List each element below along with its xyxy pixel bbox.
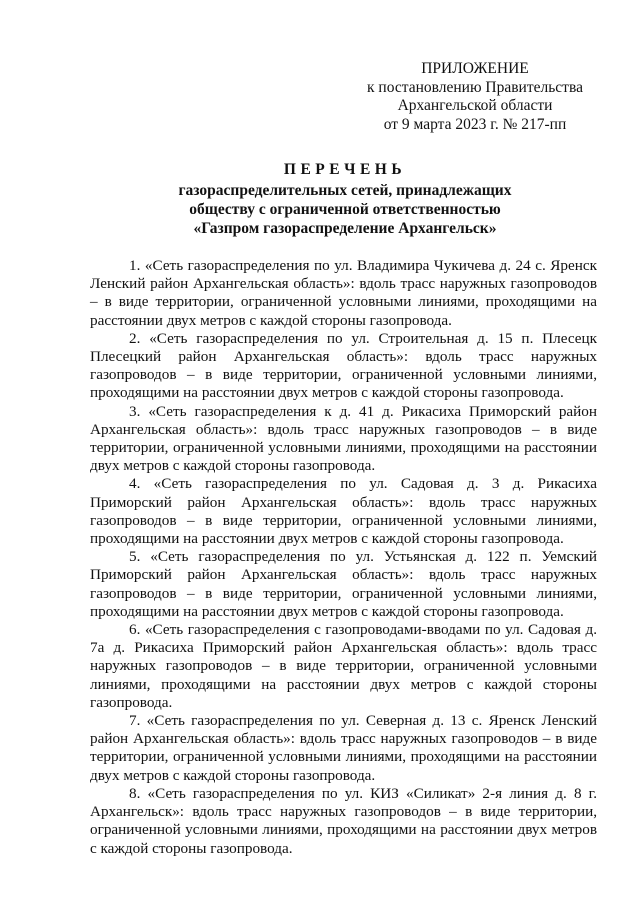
heading-line-3: «Газпром газораспределение Архангельск» <box>193 220 497 237</box>
item-text: «Сеть газораспределения по ул. Владимира Чукичева д. 24 с. Яренск Ленский район Архангельская область»: вдоль трасс наружных газопроводов – в виде территории, ограниченной условными линиями, проходящими на расстоянии двух метров с каждой стороны газопровода. <box>90 257 597 329</box>
item-text: «Сеть газораспределения по ул. Северная д. 13 с. Яренск Ленский район Архангельская область»: вдоль трасс наружных газопроводов – в виде территории, ограниченной условными линиями, проходящими на расстоянии двух метров с каждой стороны газопровода. <box>90 712 597 784</box>
list-item <box>90 475 597 548</box>
list-item <box>90 621 597 712</box>
item-number: 1. <box>129 257 141 274</box>
network-list <box>90 257 597 858</box>
item-number: 8. <box>129 784 141 802</box>
appendix-region: Архангельской области <box>397 97 553 114</box>
document-title: ПЕРЕЧЕНЬ <box>283 161 407 178</box>
item-number: 4. <box>129 475 141 493</box>
item-text: «Сеть газораспределения по ул. Садовая д. 3 д. Рикасиха Приморский район Архангельская область»: вдоль трасс наружных газопроводов – в виде территории, ограниченной условными линиями, проходящими на расстоянии двух метров с каждой стороны газопровода. <box>90 475 597 548</box>
item-text: «Сеть газораспределения по ул. КИЗ «Силикат» 2-я линия д. 8 г. Архангельск»: вдоль трасс наружных газопроводов – в виде территории, ограниченной условными линиями, проходящими на расстоянии двух метров с каждой стороны газопровода. <box>90 784 597 857</box>
list-item <box>90 330 597 403</box>
item-number: 5. <box>129 548 141 566</box>
list-item <box>90 712 597 785</box>
item-text: «Сеть газораспределения к д. 41 д. Рикасиха Приморский район Архангельская область»: вдоль трасс наружных газопроводов – в виде территории, ограниченной условными линиями, проходящими на расстоянии двух метров с каждой стороны газопровода. <box>90 402 597 475</box>
list-item <box>90 257 597 330</box>
list-item <box>90 785 597 858</box>
item-number: 3. <box>129 402 141 420</box>
appendix-block <box>330 60 620 134</box>
heading-line-2: обществу с ограниченной ответственностью <box>189 201 501 218</box>
appendix-label: ПРИЛОЖЕНИЕ <box>421 60 529 77</box>
appendix-resolution-ref: к постановлению Правительства <box>367 78 583 96</box>
item-text: «Сеть газораспределения по ул. Строительная д. 15 п. Плесецк Плесецкий район Архангельская область»: вдоль трасс наружных газопроводов – в виде территории, ограниченной условными линиями, проходящими на расстоянии двух метров с каждой стороны газопровода. <box>90 329 598 402</box>
document-heading <box>60 160 630 238</box>
appendix-date-number: от 9 марта 2023 г. № 217-пп <box>383 115 567 133</box>
item-number: 2. <box>129 329 141 347</box>
item-text: «Сеть газораспределения с газопроводами-вводами по ул. Садовая д. 7а д. Рикасиха Приморский район Архангельская область»: вдоль трасс наружных газопроводов – в виде территории, ограниченной условными линиями, проходящими на расстоянии двух метров с каждой стороны газопровода. <box>90 621 597 711</box>
heading-line-1: газораспределительных сетей, принадлежащих <box>178 182 512 199</box>
item-text: «Сеть газораспределения по ул. Устьянская д. 122 п. Уемский Приморский район Архангельская область»: вдоль трасс наружных газопроводов – в виде территории, ограниченной условными линиями, проходящими на расстоянии двух метров с каждой стороны газопровода. <box>90 548 597 620</box>
item-number: 7. <box>129 712 141 730</box>
list-item <box>90 548 597 621</box>
item-number: 6. <box>129 621 141 639</box>
list-item <box>90 403 597 476</box>
